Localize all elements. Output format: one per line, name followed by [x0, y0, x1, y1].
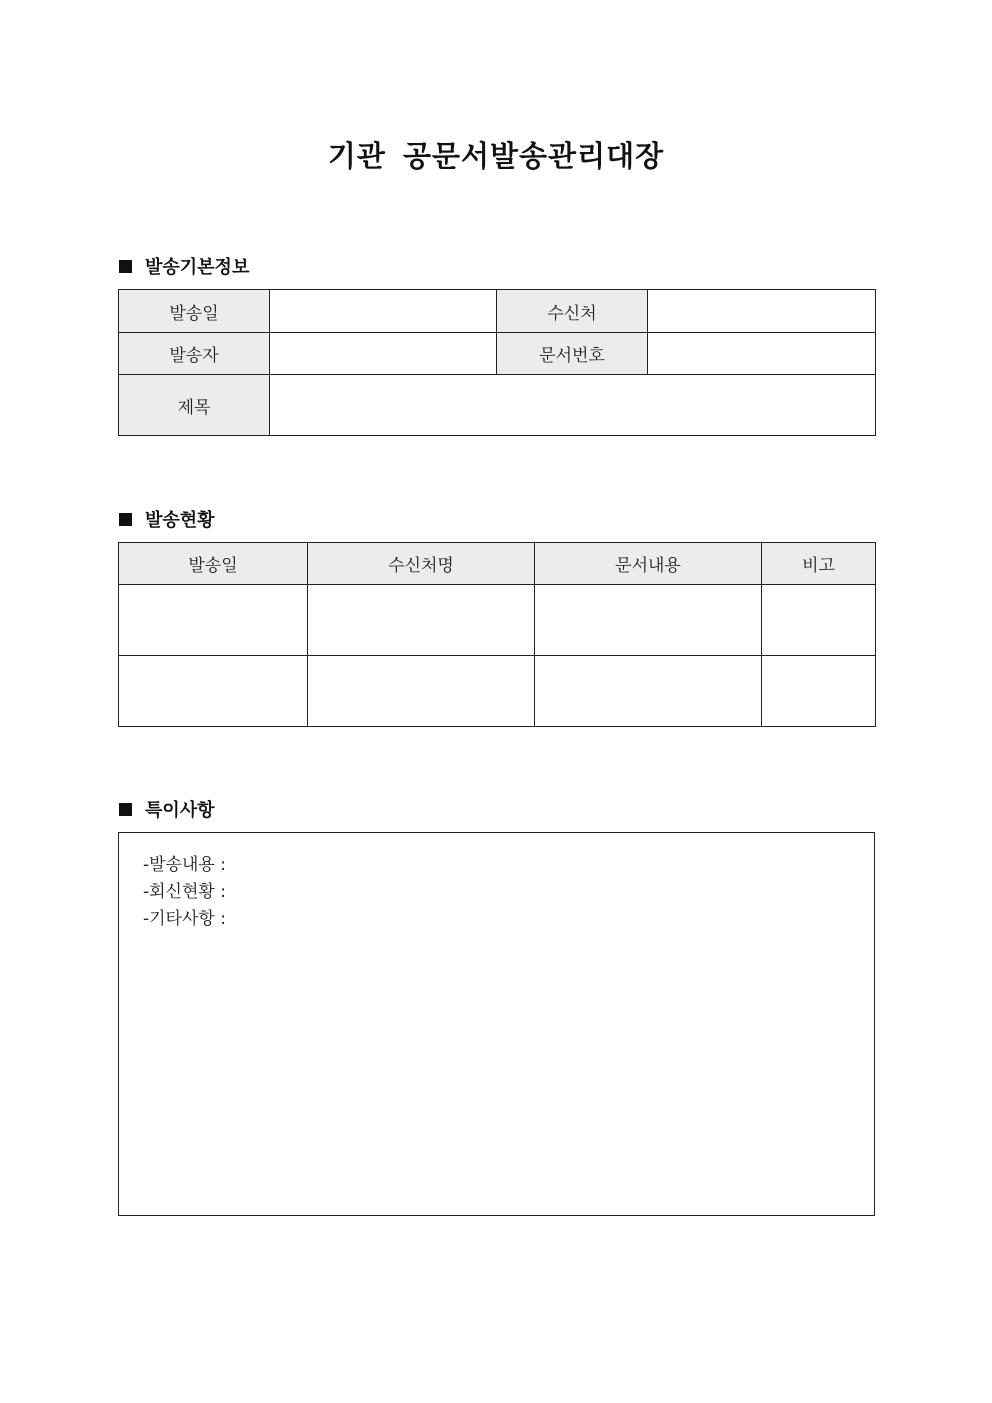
column-header-recipient-name: 수신처명 [308, 543, 535, 585]
sender-field[interactable] [270, 333, 497, 375]
table-cell[interactable] [535, 585, 762, 656]
remarks-box[interactable] [118, 832, 875, 1216]
table-cell[interactable] [308, 585, 535, 656]
doc-number-label: 문서번호 [497, 333, 648, 375]
section-heading-dispatch-status [119, 506, 215, 532]
table-cell[interactable] [762, 656, 876, 727]
column-header-remarks: 비고 [762, 543, 876, 585]
table-row [119, 375, 876, 436]
table-cell[interactable] [535, 656, 762, 727]
subject-field[interactable] [270, 375, 876, 436]
send-date-field[interactable] [270, 290, 497, 333]
table-cell[interactable] [119, 656, 308, 727]
remark-line-reply-status: -회신현황 : [143, 882, 226, 902]
subject-label: 제목 [119, 375, 270, 436]
remark-line-other-notes: -기타사항 : [143, 909, 226, 929]
table-row [119, 290, 876, 333]
send-date-label: 발송일 [119, 290, 270, 333]
remark-line-dispatch-content: -발송내용 : [143, 855, 226, 875]
recipient-label: 수신처 [497, 290, 648, 333]
sender-label: 발송자 [119, 333, 270, 375]
table-row [119, 333, 876, 375]
square-bullet-icon [119, 513, 132, 526]
square-bullet-icon [119, 803, 132, 816]
recipient-field[interactable] [648, 290, 876, 333]
section-heading-label: 발송현황 [145, 510, 215, 531]
section-heading-label: 특이사항 [145, 800, 215, 821]
basic-info-table [118, 289, 876, 436]
section-heading-basic-info [119, 253, 249, 279]
table-cell[interactable] [119, 585, 308, 656]
table-header-row [119, 543, 876, 585]
table-row [119, 585, 876, 656]
square-bullet-icon [119, 260, 132, 273]
section-heading-remarks [119, 796, 215, 822]
section-heading-label: 발송기본정보 [145, 257, 250, 278]
doc-number-field[interactable] [648, 333, 876, 375]
table-cell[interactable] [308, 656, 535, 727]
dispatch-status-table [118, 542, 876, 727]
column-header-document-content: 문서내용 [535, 543, 762, 585]
table-cell[interactable] [762, 585, 876, 656]
remarks-lines [143, 852, 226, 933]
table-row [119, 656, 876, 727]
page-title: 기관 공문서발송관리대장 [327, 139, 665, 173]
column-header-send-date: 발송일 [119, 543, 308, 585]
